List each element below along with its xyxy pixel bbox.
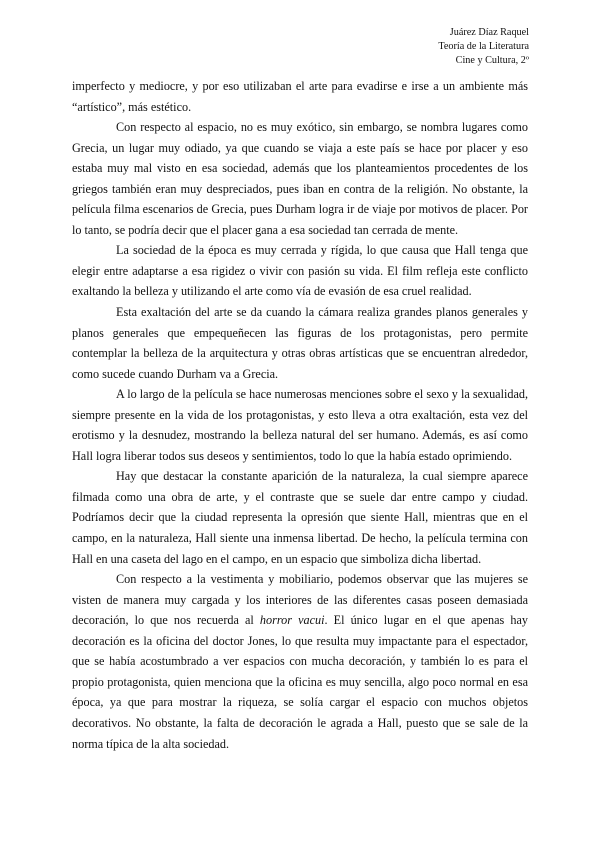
paragraph-4: Esta exaltación del arte se da cuando la cámara realiza grandes planos generales y planos generales que empequeñecen las figuras de los protagonistas, pero permite contemplar la belleza de la arquitectura y otras obras artísticas que se encuentran alrededor, como sucede cuando Durham va a Grecia. [72, 305, 528, 381]
header-course: Teoría de la Literatura [438, 41, 529, 52]
paragraph-2: Con respecto al espacio, no es muy exótico, sin embargo, se nombra lugares como Grecia, un lugar muy odiado, ya que cuando se viaja a este país se hace por placer y eso estaba muy mal visto en esa sociedad, además que los planteamientos procedentes de los griegos también eran muy despreciados, pues iban en contra de la religión. No obstante, la película filma escenarios de Grecia, pues Durham logra ir de viaje por motivos de placer. Por lo tanto, se podría decir que el placer gana a esa sociedad tan cerrada de mente. [72, 120, 528, 237]
header-subject: Cine y Cultura, 2º [455, 55, 529, 66]
header-author: Juárez Díaz Raquel [449, 27, 529, 38]
paragraph-7 [72, 569, 528, 754]
paragraph-5: A lo largo de la película se hace numerosas menciones sobre el sexo y la sexualidad, siempre presente en la vida de los protagonistas, y esto lleva a otra exaltación, esta vez del erotismo y la desnudez, mostrando la belleza natural del ser humano. Además, es así como Hall logra liberar todos sus deseos y sentimientos, todo lo que la había estado oprimiendo. [72, 387, 528, 463]
paragraph-7-end: . El único lugar en el que apenas hay decoración es la oficina del doctor Jones, lo que resulta muy impactante para el espectador, que se había acostumbrado a ver espacios con mucha decoración, y también lo es para el propio protagonista, quien menciona que la oficina es muy sencilla, algo poco normal en esa época, ya que para mostrar la riqueza, se solía cargar el espacio con muchos objetos decorativos. No obstante, la falta de decoración le agrada a Hall, puesto que se sale de la norma típica de la alta sociedad. [72, 613, 528, 751]
paragraph-6: Hay que destacar la constante aparición de la naturaleza, la cual siempre aparece filmada como una obra de arte, y el contraste que se suele dar entre campo y ciudad. Podríamos decir que la ciudad representa la opresión que siente Hall, mientras que en el campo, en la naturaleza, Hall siente una inmensa libertad. De hecho, la película termina con Hall en una caseta del lago en el campo, en un espacio que simboliza dicha libertad. [72, 469, 528, 566]
paragraph-7-start: Con respecto a la vestimenta y mobiliario, podemos observar que las mujeres se visten de manera muy cargada y los interiores de las diferentes casas poseen demasiada decoración, lo que nos recuerda al [72, 572, 528, 628]
horror-vacui-term: horror vacui [259, 613, 325, 628]
paragraph-1: imperfecto y mediocre, y por eso utilizaban el arte para evadirse e irse a un ambiente más “artístico”, más estético. [72, 79, 528, 114]
paragraph-3: La sociedad de la época es muy cerrada y rígida, lo que causa que Hall tenga que elegir entre adaptarse a esa rigidez o vivir con pasión su vida. El film refleja este conflicto exaltando la belleza y utilizando el arte como vía de evasión de esa cruel realidad. [72, 243, 528, 299]
document-body [72, 76, 528, 754]
page-header [438, 26, 529, 68]
